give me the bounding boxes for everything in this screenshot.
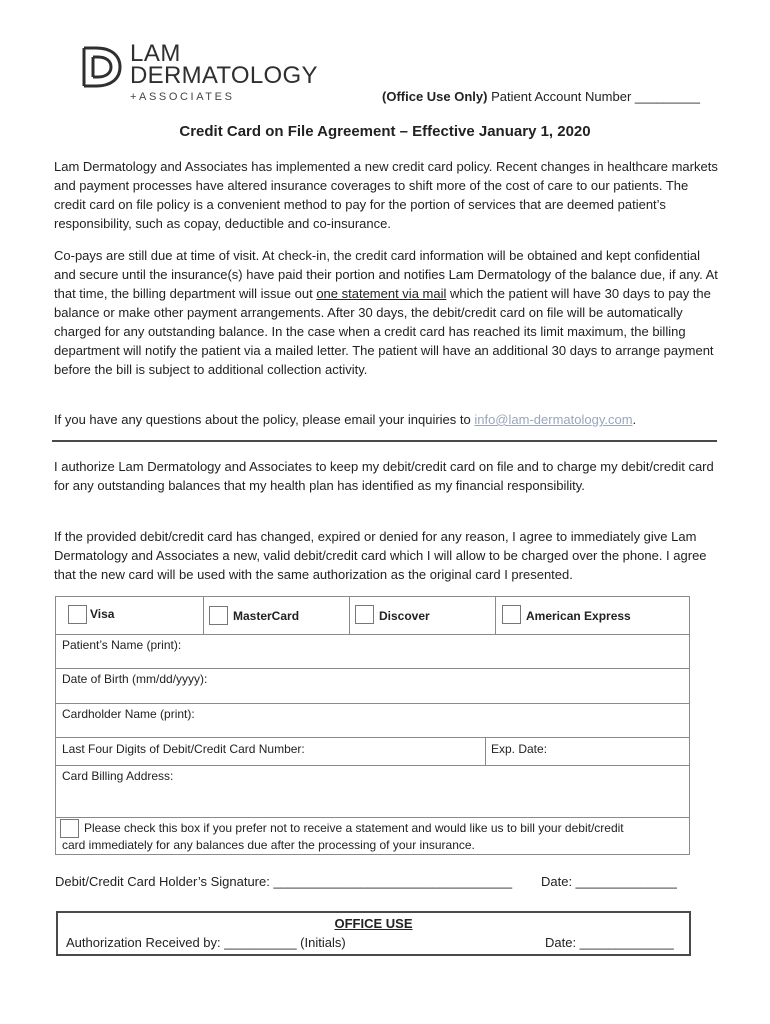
intro-paragraph-1: Lam Dermatology and Associates has implemented a new credit card policy. Recent changes in healthcare markets and payment processes have altered insurance coverages to shift more of the cost of care to our patients. The credit card on file policy is a convenient method to pay for the portion of services that are deemed patient’s responsibility, such as copay, deductible and co-insurance. [54, 159, 718, 231]
authorization-received-line[interactable]: Authorization Received by: __________ (Initials) [66, 935, 346, 950]
divider [485, 737, 486, 765]
logo-mark-icon [82, 46, 122, 88]
page-title: Credit Card on File Agreement – Effective January 1, 2020 [179, 123, 591, 140]
account-number-label: Patient Account Number _________ [487, 89, 700, 104]
exp-date-field[interactable]: Exp. Date: [491, 742, 548, 756]
divider [56, 765, 689, 766]
logo-text-associates: +ASSOCIATES [130, 91, 235, 103]
divider [203, 597, 204, 634]
section-divider [52, 440, 717, 442]
mastercard-label: MasterCard [233, 609, 300, 623]
questions-text: If you have any questions about the policy, please email your inquiries to [54, 412, 475, 427]
visa-checkbox[interactable] [68, 605, 87, 624]
date-of-birth-field[interactable]: Date of Birth (mm/dd/yyyy): [62, 672, 208, 686]
patient-name-field[interactable]: Patient’s Name (print): [62, 638, 182, 652]
intro-paragraph-3 [54, 410, 720, 429]
signature-date-line[interactable]: Date: ______________ [541, 874, 677, 889]
visa-label: Visa [90, 607, 115, 621]
office-use-title: OFFICE USE [334, 916, 413, 931]
american-express-checkbox[interactable] [502, 605, 521, 624]
last-four-digits-field[interactable]: Last Four Digits of Debit/Credit Card Number: [62, 742, 305, 756]
divider [56, 817, 689, 818]
email-link[interactable]: info@lam-dermatology.com [474, 412, 633, 427]
intro-paragraph-2-text-b: which the patient will have 30 days to pay the balance or make other payment arrangements. After 30 days, the debit/credit card on file will be automatically charged for any outstanding balance. In the case when a credit card has reached its limit maximum, the billing department will notify the patient via a mailed letter. The patient will have an additional 30 days to arrange payment before the bill is subject to additional collection activity. [54, 286, 714, 377]
statement-option-text-2: card immediately for any balances due after the processing of your insurance. [62, 838, 475, 852]
divider [349, 597, 350, 634]
statement-via-mail-underline: one statement via mail [316, 286, 447, 301]
american-express-label: American Express [526, 609, 631, 623]
card-info-form [55, 596, 690, 855]
discover-label: Discover [379, 609, 430, 623]
divider [56, 668, 689, 669]
intro-paragraph-2 [54, 246, 720, 379]
divider [56, 634, 689, 635]
billing-address-field[interactable]: Card Billing Address: [62, 769, 174, 783]
bill-card-immediately-checkbox[interactable] [60, 819, 79, 838]
office-date-line[interactable]: Date: _____________ [545, 935, 674, 950]
discover-checkbox[interactable] [355, 605, 374, 624]
questions-period: . [632, 412, 637, 427]
office-use-box [56, 911, 691, 956]
authorization-paragraph-2: If the provided debit/credit card has changed, expired or denied for any reason, I agree to immediately give Lam Dermatology and Associates a new, valid debit/credit card which I will allow to be charged over the phone. I agree that the new card will be used with the same authorization as the original card I presented. [54, 529, 707, 582]
divider [495, 597, 496, 634]
signature-line[interactable]: Debit/Credit Card Holder’s Signature: _________________________________ [55, 874, 513, 889]
logo-text-dermatology: DERMATOLOGY [130, 62, 318, 89]
account-number-line [382, 89, 700, 104]
mastercard-checkbox[interactable] [209, 606, 228, 625]
office-use-only-label: (Office Use Only) [382, 89, 488, 104]
divider [56, 737, 689, 738]
statement-option-text-1: Please check this box if you prefer not to receive a statement and would like us to bill your debit/credit [84, 821, 624, 835]
authorization-paragraph-1: I authorize Lam Dermatology and Associates to keep my debit/credit card on file and to charge my debit/credit card for any outstanding balances that my health plan has identified as my financial responsibility. [54, 459, 714, 493]
divider [56, 703, 689, 704]
intro-paragraph-2-text-a: Co-pays are still due at time of visit. At check-in, the credit card information will be obtained and kept confidential and secure until the insurance(s) have paid their portion and notifies Lam Dermatology of the balance due, if any. At that time, the billing department will issue out [54, 248, 718, 301]
logo-text-lam: LAM [130, 40, 181, 67]
cardholder-name-field[interactable]: Cardholder Name (print): [62, 707, 195, 721]
